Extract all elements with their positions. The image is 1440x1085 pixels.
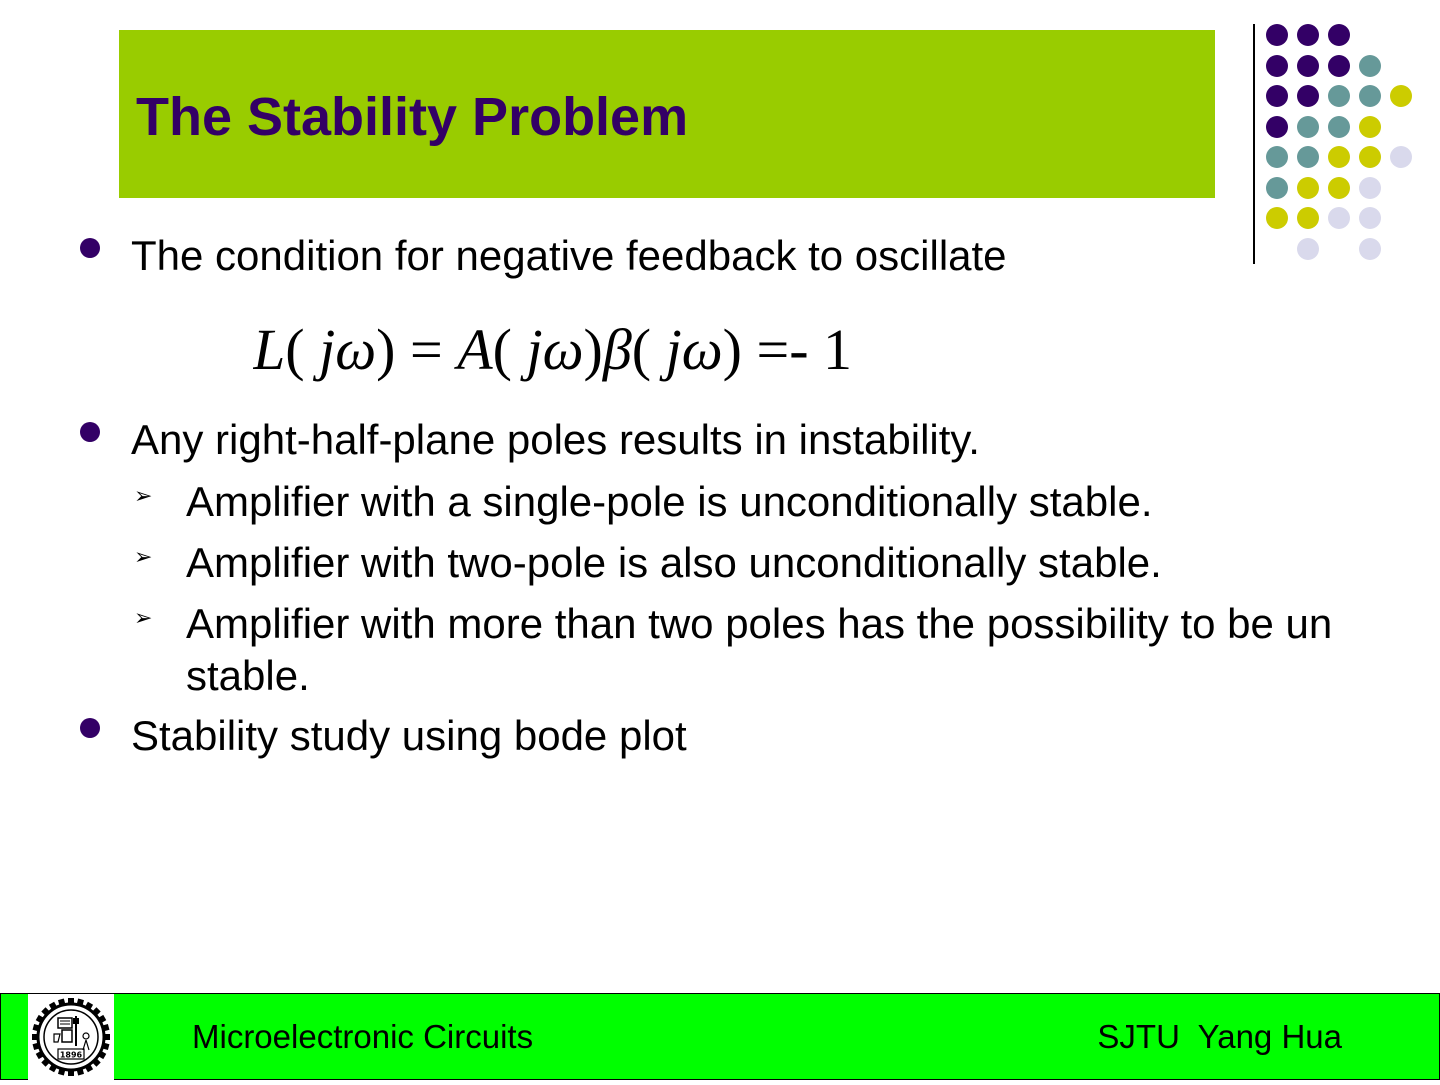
sub-bullet-item (134, 537, 1354, 589)
decorative-dot (1297, 85, 1319, 107)
arrowhead-icon: ➢ (134, 483, 153, 508)
decorative-vertical-line (1253, 24, 1255, 264)
decorative-dot (1266, 146, 1288, 168)
bullet-text: Any right-half-plane poles results in instability. (131, 416, 980, 463)
decorative-dot (1359, 207, 1381, 229)
decorative-dot (1297, 177, 1319, 199)
sub-bullet-text: Amplifier with more than two poles has the possibility to be unstable. (186, 600, 1333, 699)
footer-author: SJTU Yang Hua (1097, 1018, 1342, 1055)
svg-text:1896: 1896 (59, 1050, 83, 1060)
decorative-dot (1297, 55, 1319, 77)
decorative-dot (1328, 207, 1350, 229)
decorative-dot (1328, 177, 1350, 199)
decorative-dot (1359, 55, 1381, 77)
decorative-dot (1297, 116, 1319, 138)
decorative-dot (1359, 146, 1381, 168)
sjtu-gear-seal-icon (28, 994, 114, 1080)
decorative-dot (1328, 116, 1350, 138)
decorative-dot (1266, 55, 1288, 77)
slide-title: The Stability Problem (136, 87, 689, 147)
bullet-icon (80, 422, 100, 442)
bullet-icon (80, 718, 100, 738)
bullet-text: Stability study using bode plot (131, 712, 687, 759)
decorative-dot (1328, 55, 1350, 77)
decorative-dot (1297, 24, 1319, 46)
sub-bullet-item (134, 598, 1354, 702)
decorative-dot (1328, 85, 1350, 107)
decorative-dot (1359, 85, 1381, 107)
footer-course-name: Microelectronic Circuits (192, 1018, 534, 1055)
sub-bullet-text: Amplifier with two-pole is also unconditionally stable. (186, 539, 1162, 586)
decorative-dot (1359, 116, 1381, 138)
decorative-dot (1266, 24, 1288, 46)
arrowhead-icon: ➢ (134, 605, 153, 630)
decorative-dot (1266, 116, 1288, 138)
decorative-dot (1359, 177, 1381, 199)
loop-gain-equation (253, 316, 973, 386)
decorative-dot (1297, 146, 1319, 168)
decorative-dot (1328, 24, 1350, 46)
bullet-text: The condition for negative feedback to oscillate (131, 232, 1007, 279)
decorative-dot (1390, 146, 1412, 168)
decorative-dot (1266, 177, 1288, 199)
sjtu-logo (28, 994, 114, 1080)
decorative-dot (1297, 207, 1319, 229)
sub-bullet-text: Amplifier with a single-pole is unconditionally stable. (186, 478, 1153, 525)
equation-graphic (253, 316, 973, 386)
svg-text:L( jω) = A( jω)β( jω) =- 1: L( jω) = A( jω)β( jω) =- 1 (253, 317, 853, 382)
arrowhead-icon: ➢ (134, 544, 153, 569)
decorative-dot (1297, 238, 1319, 260)
decorative-dot (1390, 85, 1412, 107)
decorative-dot (1359, 238, 1381, 260)
decorative-dot (1266, 85, 1288, 107)
bullet-icon (80, 238, 100, 258)
footer-bar (0, 993, 1440, 1080)
decorative-dot (1266, 207, 1288, 229)
sub-bullet-item (134, 476, 1354, 528)
title-bar (119, 30, 1215, 198)
decorative-dot (1328, 146, 1350, 168)
